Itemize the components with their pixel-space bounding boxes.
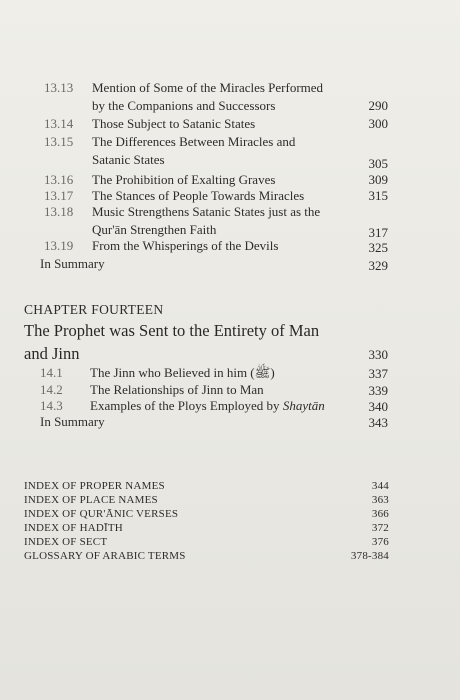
page-number: 340 <box>368 399 388 414</box>
summary-label: In Summary <box>40 256 105 271</box>
section-number: 14.1 <box>40 365 63 380</box>
section-title: Music Strengthens Satanic States just as the <box>92 204 321 219</box>
section-number: 13.17 <box>44 188 74 203</box>
chapter-title-line2: and Jinn <box>24 344 80 363</box>
summary-label: In Summary <box>40 414 105 429</box>
page-number: 300 <box>368 116 388 131</box>
section-title <box>90 398 325 414</box>
section-title: The Jinn who Believed in him (ﷺ) <box>90 365 275 380</box>
index-page: 363 <box>371 494 389 506</box>
section-title-text: Examples of the Ploys Employed by <box>90 398 283 413</box>
section-title-line2: by the Companions and Successors <box>92 98 276 113</box>
section-title: The Prohibition of Exalting Graves <box>92 172 276 187</box>
section-title: From the Whisperings of the Devils <box>92 238 279 253</box>
index-label: INDEX OF PROPER NAMES <box>24 480 165 492</box>
index-page: 344 <box>371 480 389 492</box>
section-title: The Differences Between Miracles and <box>92 134 296 149</box>
section-number: 13.14 <box>44 116 74 131</box>
section-number: 13.16 <box>44 172 74 187</box>
index-page: 366 <box>371 508 389 520</box>
index-page: 372 <box>371 522 389 534</box>
index-label: INDEX OF PLACE NAMES <box>24 494 158 506</box>
chapter-title: The Prophet was Sent to the Entirety of Man <box>24 321 320 340</box>
section-title-italic: Shaytān <box>282 398 325 413</box>
section-number: 13.15 <box>44 134 74 149</box>
index-label: INDEX OF SECT <box>24 536 108 548</box>
section-number: 14.2 <box>40 382 63 397</box>
section-title-line2: Qur'ān Strengthen Faith <box>92 222 217 237</box>
page-number: 337 <box>368 366 388 381</box>
section-number: 13.13 <box>44 80 74 95</box>
section-title: The Stances of People Towards Miracles <box>92 188 305 203</box>
index-label: INDEX OF HADĪTH <box>24 522 123 534</box>
section-title: Those Subject to Satanic States <box>92 116 256 131</box>
index-label: INDEX OF QUR'ĀNIC VERSES <box>24 508 179 520</box>
section-title-line2: Satanic States <box>92 152 165 167</box>
index-page: 378-384 <box>350 550 389 562</box>
index-label: GLOSSARY OF ARABIC TERMS <box>24 550 186 562</box>
page-number: 309 <box>368 172 388 187</box>
page-number: 343 <box>368 415 388 430</box>
section-title: Mention of Some of the Miracles Performed <box>92 80 324 95</box>
page-number: 290 <box>368 98 388 113</box>
section-number: 13.19 <box>44 238 74 253</box>
index-page: 376 <box>371 536 389 548</box>
section-title: The Relationships of Jinn to Man <box>90 382 264 397</box>
page-number: 325 <box>368 240 388 255</box>
section-number: 14.3 <box>40 398 63 413</box>
chapter-label: CHAPTER FOURTEEN <box>24 302 164 317</box>
section-number: 13.18 <box>44 204 74 219</box>
page-number: 315 <box>368 188 388 203</box>
page-number: 317 <box>368 225 388 240</box>
page-number: 339 <box>368 383 388 398</box>
page-number: 305 <box>368 156 388 171</box>
page-number: 330 <box>368 347 388 362</box>
page-number: 329 <box>368 258 388 273</box>
